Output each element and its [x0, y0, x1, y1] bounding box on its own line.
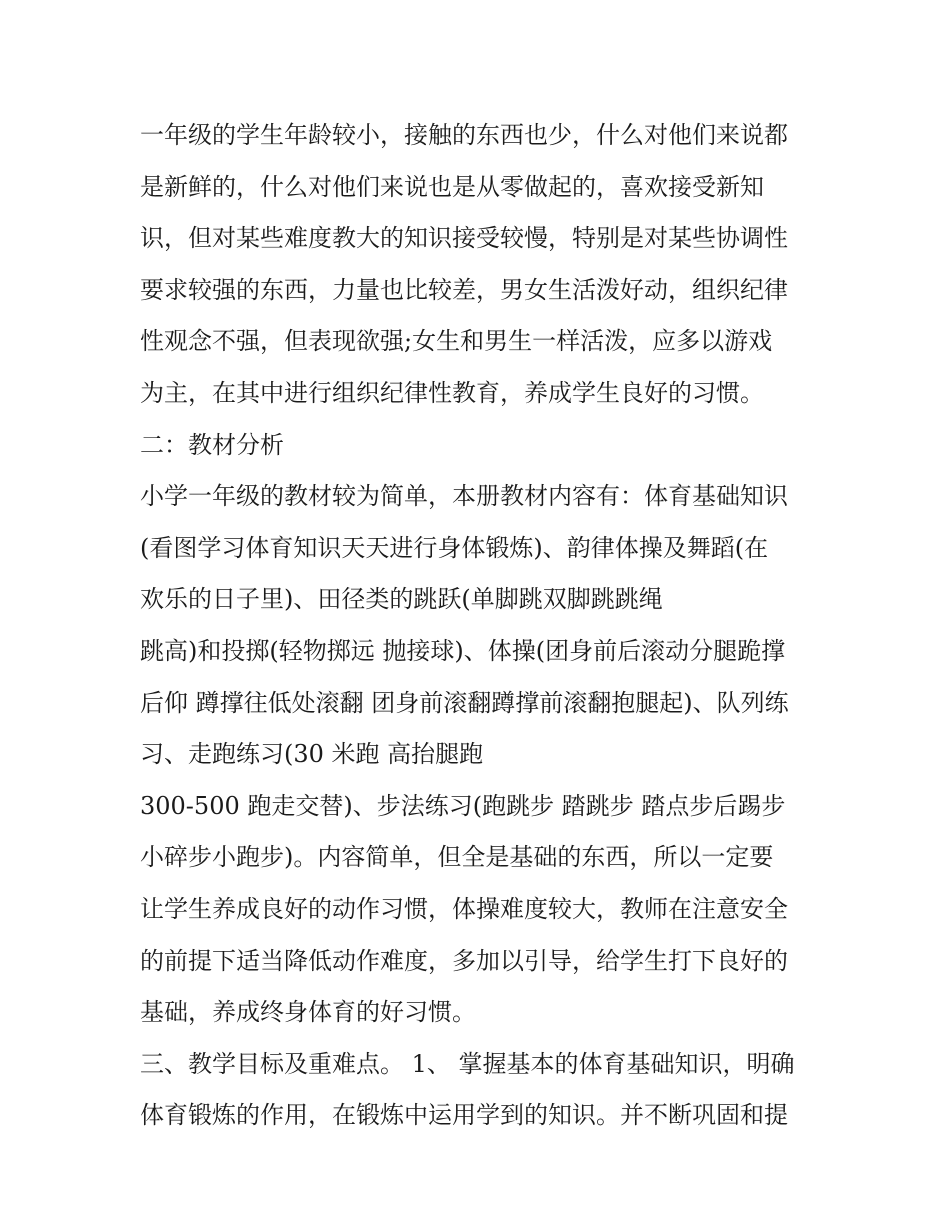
text-line: 性观念不强，但表现欲强;女生和男生一样活泼，应多以游戏 [140, 327, 773, 356]
text-line: 习、走跑练习(30 米跑 高抬腿跑 [140, 740, 484, 769]
section-heading: 二：教材分析 [140, 430, 284, 459]
text-line: (看图学习体育知识天天进行身体锻炼)、韵律体操及舞蹈(在 [140, 533, 769, 562]
text-line: 为主，在其中进行组织纪律性教育，养成学生良好的习惯。 [140, 378, 764, 407]
text-line: 的前提下适当降低动作难度，多加以引导，给学生打下良好的 [140, 946, 788, 975]
text-line: 跳高)和投掷(轻物掷远 抛接球)、体操(团身前后滚动分腿跪撑 [140, 636, 786, 665]
text-line: 300-500 跑走交替)、步法练习(跑跳步 踏跳步 踏点步后踢步 [140, 791, 786, 820]
text-line: 欢乐的日子里)、田径类的跳跃(单脚跳双脚跳跳绳 [140, 585, 663, 614]
text-line: 后仰 蹲撑往低处滚翻 团身前滚翻蹲撑前滚翻抱腿起)、队列练 [140, 688, 789, 717]
text-line: 小碎步小跑步)。内容简单，但全是基础的东西，所以一定要 [140, 843, 774, 872]
text-line: 是新鲜的，什么对他们来说也是从零做起的，喜欢接受新知 [140, 172, 764, 201]
document-body [140, 110, 820, 1142]
text-line: 基础，养成终身体育的好习惯。 [140, 998, 476, 1027]
text-line: 让学生养成良好的动作习惯，体操难度较大，教师在注意安全 [140, 894, 788, 923]
text-line: 一年级的学生年龄较小，接触的东西也少，什么对他们来说都 [140, 121, 788, 149]
text-line: 识，但对某些难度教大的知识接受较慢，特别是对某些协调性 [140, 224, 788, 253]
section-heading: 三、教学目标及重难点。 1、 掌握基本的体育基础知识，明确 [140, 1049, 795, 1078]
text-line: 体育锻炼的作用，在锻炼中运用学到的知识。并不断巩固和提 [140, 1101, 788, 1130]
text-line: 小学一年级的教材较为简单，本册教材内容有：体育基础知识 [140, 482, 788, 511]
text-line: 要求较强的东西，力量也比较差，男女生活泼好动，组织纪律 [140, 275, 788, 304]
